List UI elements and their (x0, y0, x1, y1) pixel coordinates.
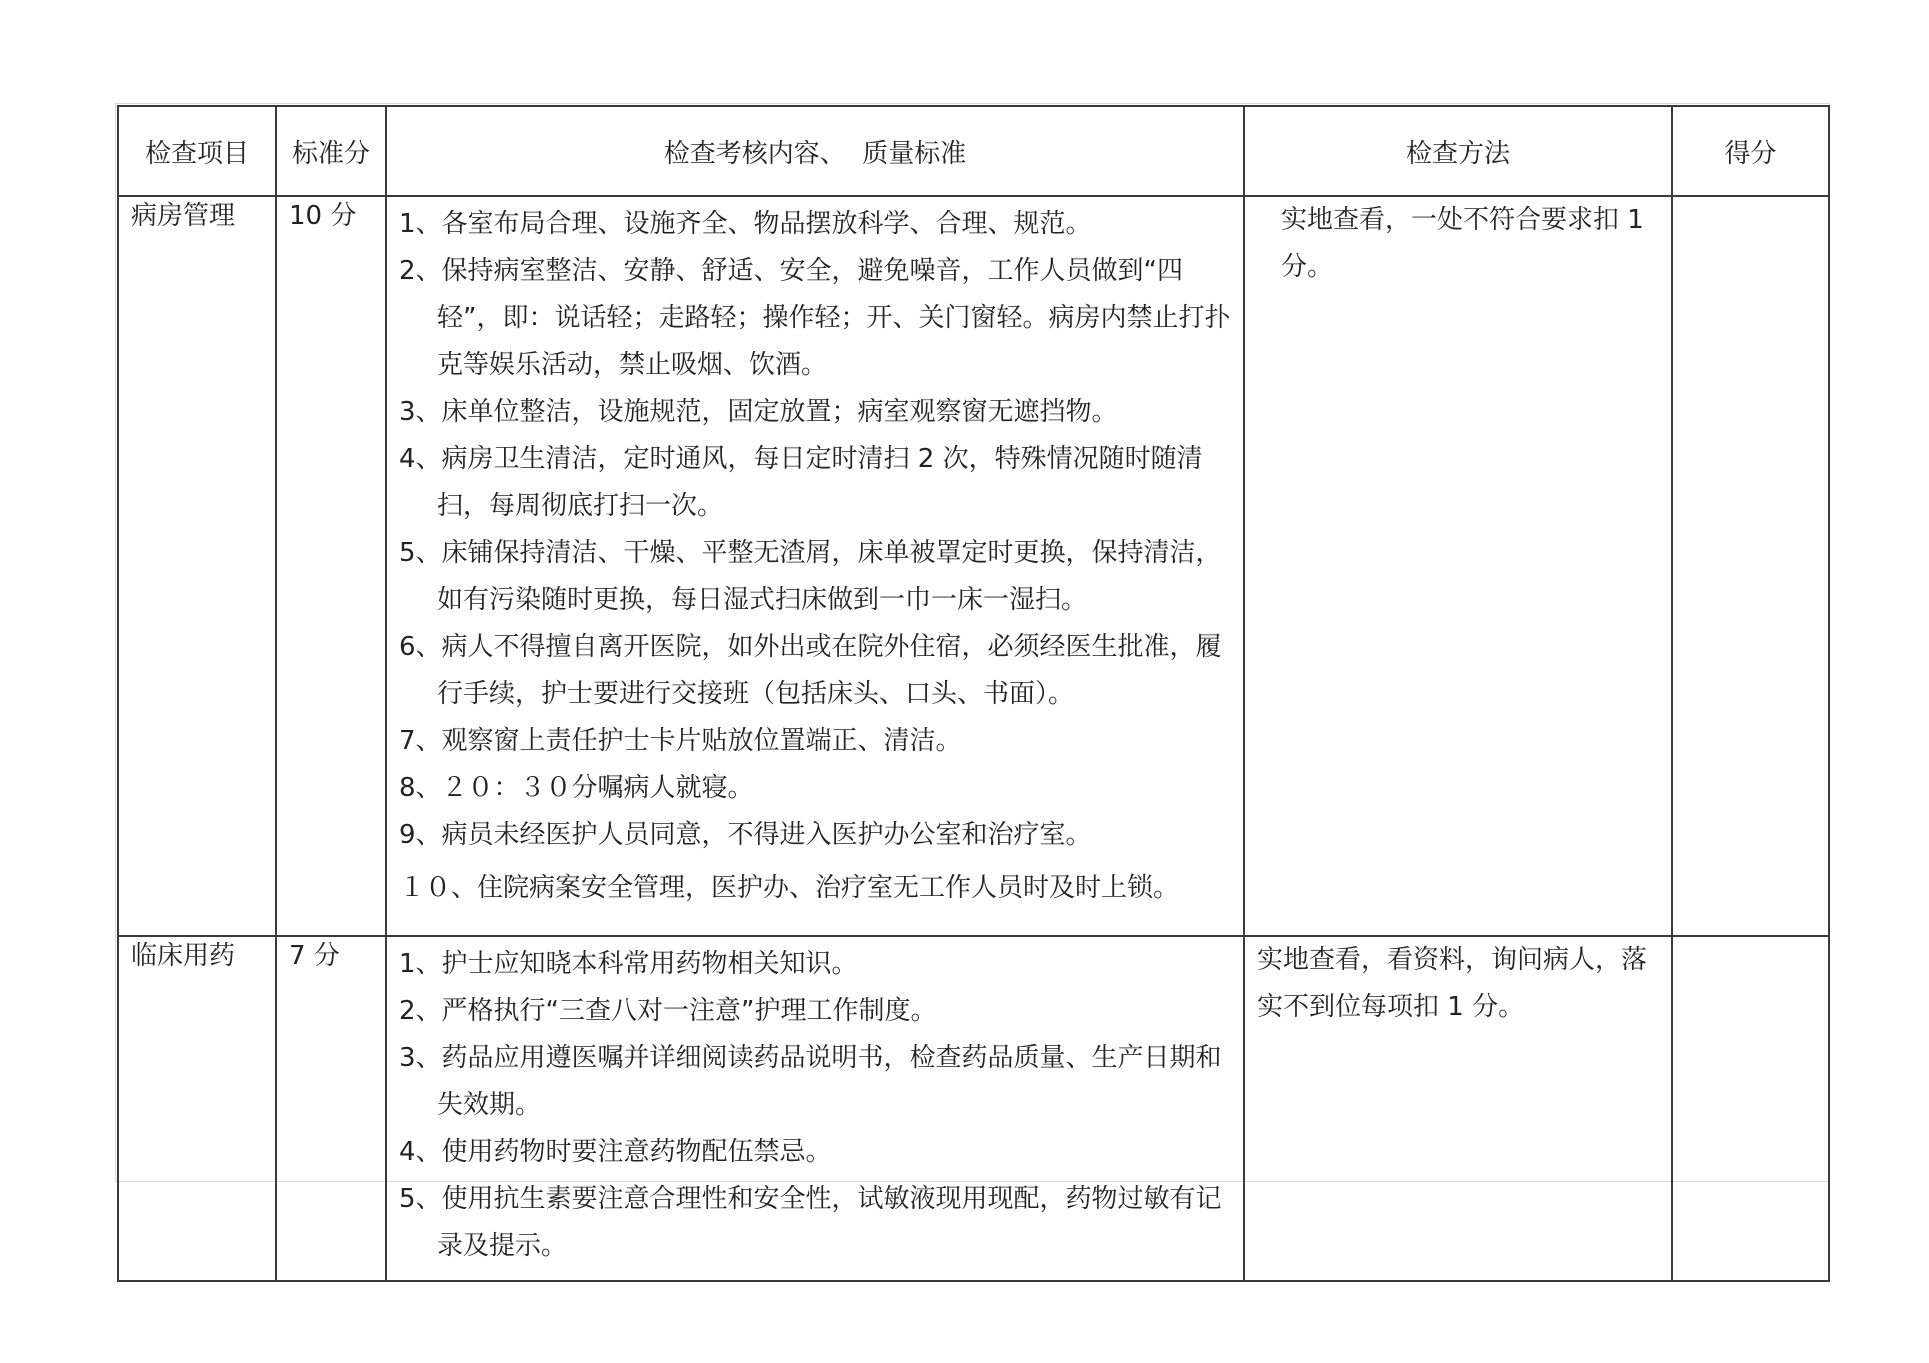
score-cell (276, 196, 386, 936)
criteria-item: 3、床单位整洁，设施规范，固定放置；病室观察窗无遮挡物。 (399, 397, 1118, 427)
criteria-item: 3、药品应用遵医嘱并详细阅读药品说明书，检查药品质量、生产日期和失效期。 (399, 1043, 1222, 1120)
item-cell (118, 196, 276, 936)
table-row (118, 196, 1829, 936)
score-label: 10 分 (289, 201, 357, 231)
method-cell (1244, 936, 1672, 1281)
method-text: 实地查看，一处不符合要求扣 1 分。 (1281, 205, 1644, 282)
criteria-list (387, 197, 1243, 922)
criteria-item: 6、病人不得擅自离开医院，如外出或在院外住宿，必须经医生批准，履行手续，护士要进行交接班（包括床头、口头、书面）。 (399, 632, 1222, 709)
criteria-list (387, 937, 1243, 1280)
table-row (118, 936, 1829, 1281)
result-cell (1672, 936, 1829, 1281)
criteria-item: 7、观察窗上责任护士卡片贴放位置端正、清洁。 (399, 726, 962, 756)
header-item: 检查项目 (118, 106, 276, 196)
criteria-item: 2、保持病室整洁、安静、舒适、安全，避免噪音，工作人员做到“四轻”，即：说话轻；走路轻；操作轻；开、关门窗轻。病房内禁止打扑克等娱乐活动，禁止吸烟、饮酒。 (399, 256, 1231, 380)
header-result: 得分 (1672, 106, 1829, 196)
method-cell (1244, 196, 1672, 936)
item-label: 病房管理 (131, 201, 236, 231)
method-text: 实地查看，看资料，询问病人，落实不到位每项扣 1 分。 (1257, 945, 1648, 1022)
criteria-item: 9、病员未经医护人员同意，不得进入医护办公室和治疗室。 (399, 820, 1092, 850)
result-cell (1672, 196, 1829, 936)
result-value (1673, 937, 1828, 939)
score-cell (276, 936, 386, 1281)
criteria-item: 4、病房卫生清洁，定时通风，每日定时清扫 2 次，特殊情况随时随清扫，每周彻底打扫一次。 (399, 444, 1203, 521)
header-score: 标准分 (276, 106, 386, 196)
criteria-item: 2、严格执行“三查八对一注意”护理工作制度。 (399, 996, 937, 1026)
criteria-item: 1、护士应知晓本科常用药物相关知识。 (399, 949, 858, 979)
item-label: 临床用药 (131, 941, 236, 971)
result-value (1673, 197, 1828, 199)
criteria-item: １０、住院病案安全管理，医护办、治疗室无工作人员时及时上锁。 (399, 873, 1180, 903)
inspection-table (117, 105, 1830, 1282)
criteria-item: 5、使用抗生素要注意合理性和安全性，试敏液现用现配，药物过敏有记录及提示。 (399, 1184, 1222, 1261)
criteria-item: 4、使用药物时要注意药物配伍禁忌。 (399, 1137, 832, 1167)
criteria-item: 5、床铺保持清洁、干燥、平整无渣屑，床单被罩定时更换，保持清洁，如有污染随时更换，每日湿式扫床做到一巾一床一湿扫。 (399, 538, 1222, 615)
criteria-cell (386, 196, 1244, 936)
header-method: 检查方法 (1244, 106, 1672, 196)
item-cell (118, 936, 276, 1281)
criteria-cell (386, 936, 1244, 1281)
header-content: 检查考核内容、 质量标准 (386, 106, 1244, 196)
criteria-item: 1、各室布局合理、设施齐全、物品摆放科学、合理、规范。 (399, 209, 1092, 239)
score-label: 7 分 (289, 941, 340, 971)
criteria-item: 8、２０：３０分嘱病人就寝。 (399, 773, 754, 803)
table-header-row (118, 106, 1829, 196)
